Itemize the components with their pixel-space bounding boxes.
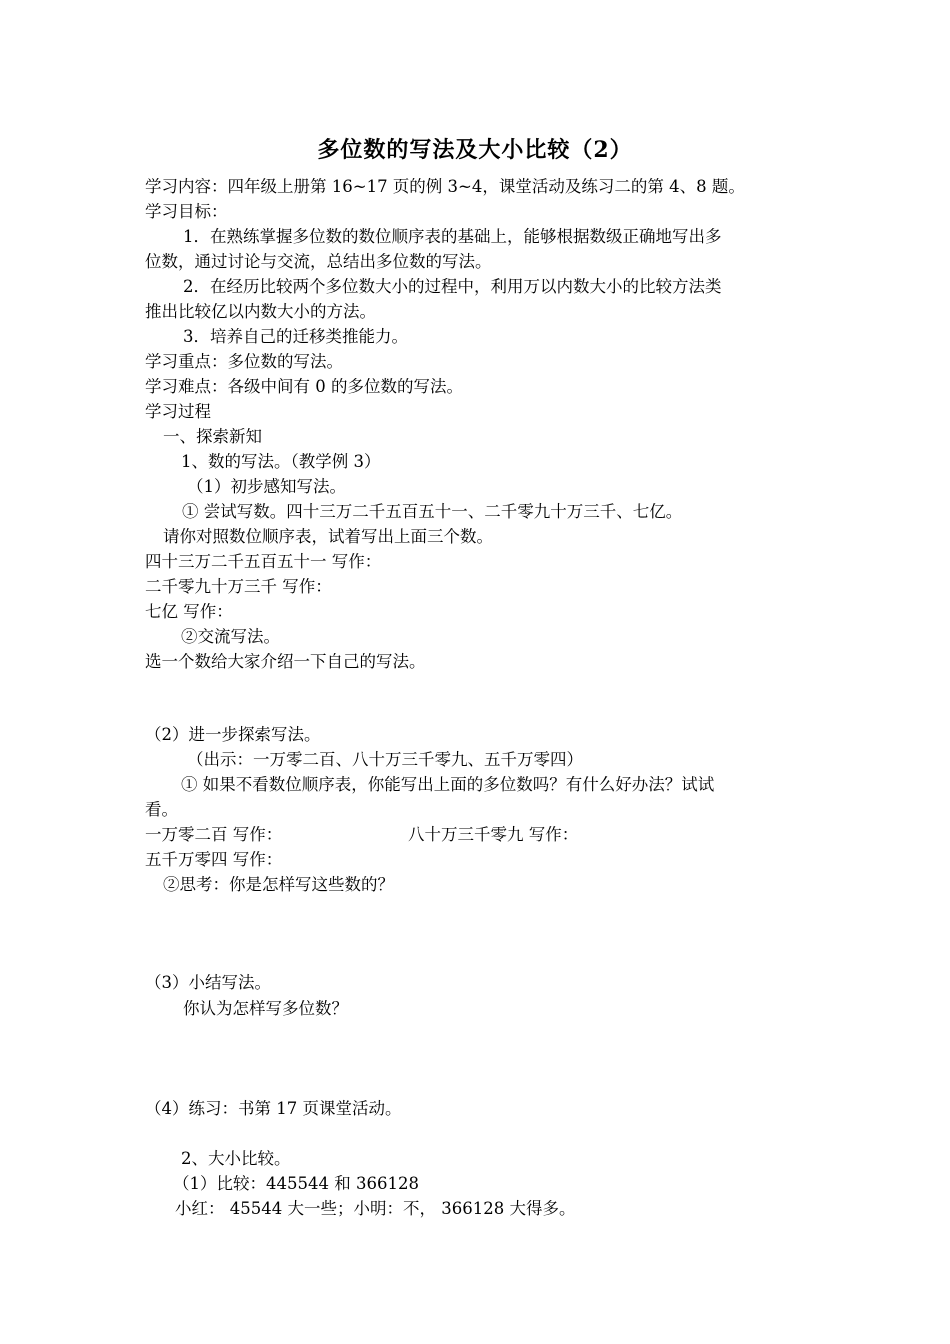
write-line-6: 五千万零四 写作： [145,850,283,869]
write-line-1: 四十三万二千五百五十一 写作： [145,552,382,571]
difficulty: 学习难点：各级中间有 0 的多位数的写法。 [145,377,463,396]
goal-2-line-b: 推出比较亿以内数大小的方法。 [145,302,376,321]
goals-heading: 学习目标： [145,202,228,221]
step-1-heading: （1）初步感知写法。 [187,477,346,496]
step-4-heading: （4）练习：书第 17 页课堂活动。 [145,1099,402,1118]
goal-2-line-a: 2．在经历比较两个多位数大小的过程中，利用万以内数大小的比较方法类 [183,277,722,296]
goal-3: 3．培养自己的迁移类推能力。 [183,327,408,346]
sub-1-heading: 1、数的写法。（教学例 3） [181,452,381,471]
section-1-heading: 一、探索新知 [163,427,262,446]
write-line-4: 一万零二百 写作： [145,825,283,844]
compare-line-2: 小红： 45544 大一些；小明：不， 366128 大得多。 [175,1199,576,1218]
step-2-question-a: ① 如果不看数位顺序表，你能写出上面的多位数吗？有什么好办法？试试 [181,775,715,794]
sub-2-heading: 2、大小比较。 [181,1149,291,1168]
key-point: 学习重点：多位数的写法。 [145,352,343,371]
goal-1-line-b: 位数，通过讨论与交流，总结出多位数的写法。 [145,252,492,271]
step-1-b: 请你对照数位顺序表，试着写出上面三个数。 [163,527,493,546]
step-3-question: 你认为怎样写多位数？ [183,999,348,1018]
step-1-c: ②交流写法。 [181,627,280,646]
step-2-show: （出示：一万零二百、八十万三千零九、五千万零四） [187,750,583,769]
step-1-a: ① 尝试写数。四十三万二千五百五十一、二千零九十万三千、七亿。 [182,502,683,521]
compare-line-1: （1）比较：445544 和 366128 [173,1174,419,1193]
step-2-think: ②思考：你是怎样写这些数的？ [163,875,394,894]
step-2-question-b: 看。 [145,800,178,819]
goal-1-line-a: 1．在熟练掌握多位数的数位顺序表的基础上，能够根据数级正确地写出多 [183,227,722,246]
step-1-d: 选一个数给大家介绍一下自己的写法。 [145,652,426,671]
step-2-heading: （2）进一步探索写法。 [145,725,321,744]
content-line: 学习内容：四年级上册第 16~17 页的例 3~4，课堂活动及练习二的第 4、8 题。 [145,177,745,196]
write-line-3: 七亿 写作： [145,602,233,621]
process-heading: 学习过程 [145,402,211,421]
write-line-5: 八十万三千零九 写作： [408,825,579,844]
write-line-2: 二千零九十万三千 写作： [145,577,332,596]
step-3-heading: （3）小结写法。 [145,973,271,992]
page-title: 多位数的写法及大小比较（2） [317,137,633,163]
